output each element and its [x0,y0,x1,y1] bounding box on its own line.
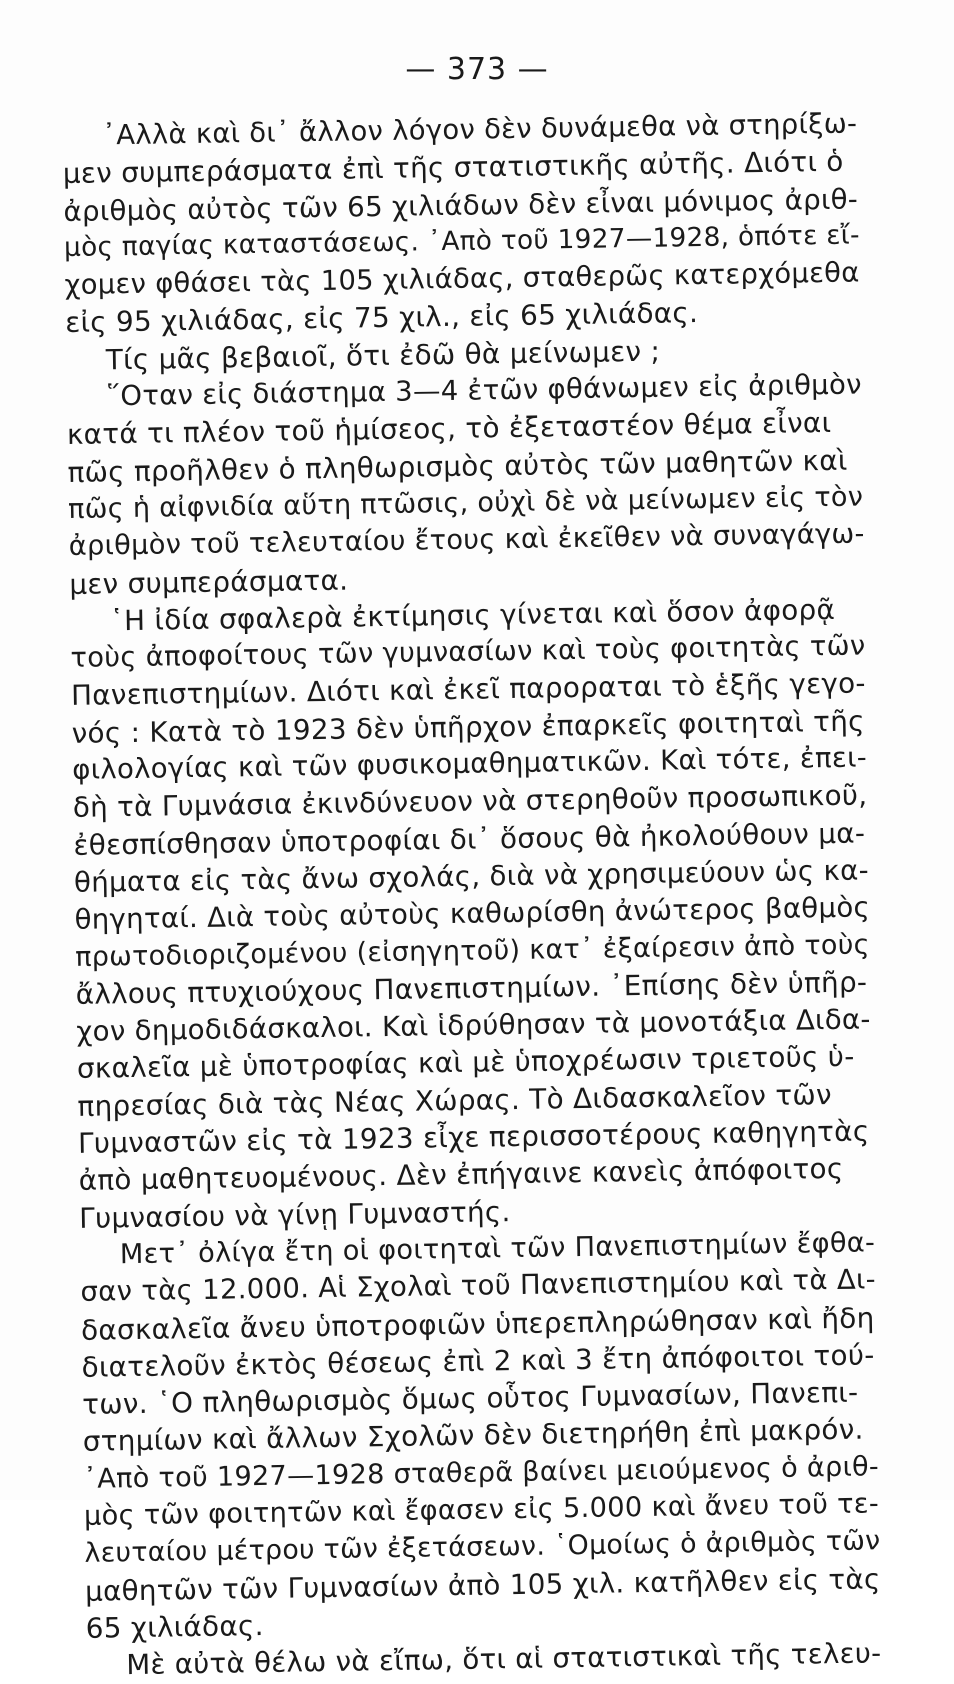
text-line: ᾿Αλλὰ καὶ δι᾿ ἄλλον λόγον δὲν δυνάμεθα νὰ στηρίξω- [102,108,858,152]
text-line: χομεν φθάσει τὰς 105 χιλιάδας, σταθερῶς κατερχόμεθα [64,257,860,302]
text-line: μεν συμπεράσματα. [69,563,349,601]
text-line: πῶς προῆλθεν ὁ πληθωρισμὸς αὐτὸς τῶν μαθητῶν καὶ [67,443,848,489]
text-line: Τίς μᾶς βεβαιοῖ, ὅτι ἐδῶ θὰ μείνωμεν ; [105,334,661,377]
text-line: ἀπὸ μαθητευομένους. Δὲν ἐπήγαινε κανεὶς ἀπόφοιτος [78,1152,844,1198]
text-line: σαν τὰς 12.000. Αἱ Σχολαὶ τοῦ Πανεπιστημίου καὶ τὰ Δι- [80,1263,877,1309]
text-line: νός : Κατὰ τὸ 1923 δὲν ὑπῆρχον ἐπαρκεῖς φοιτηταὶ τῆς [71,704,866,750]
text-line: εἰς 95 χιλιάδας, εἰς 75 χιλ., εἰς 65 χιλιάδας. [64,296,699,340]
text-line: στημίων καὶ ἄλλων Σχολῶν δὲν διετηρήθη ἐπὶ μακρόν. [82,1412,864,1459]
text-line: θηγηταί. Διὰ τοὺς αὐτοὺς καθωρίσθη ἀνώτερος βαθμὸς [74,890,871,937]
text-line: φιλολογίας καὶ τῶν φυσικομαθηματικῶν. Καὶ τότε, ἐπει- [71,741,868,786]
text-line: 65 χιλιάδας. [85,1608,264,1645]
text-line: Μὲ αὐτὰ θέλω νὰ εἴπω, ὅτι αἱ στατιστικαὶ τῆς τελευ- [126,1636,882,1682]
text-line: πρωτοδιοριζομένου (εἰσηγητοῦ) κατ᾿ ἐξαίρεσιν ἀπὸ τοὺς [74,928,871,973]
text-line: Γυμναστῶν εἰς τὰ 1923 εἶχε περισσοτέρους καθηγητὰς [77,1114,870,1160]
text-line: ἀριθμὸς αὐτὸς τῶν 65 χιλιάδων δὲν εἶναι μόνιμος ἀριθ- [63,182,859,228]
text-line: ῾Η ἰδία σφαλερὰ ἐκτίμησις γίνεται καὶ ὅσον ἀφορᾷ [109,592,836,638]
text-line: Γυμνασίου νὰ γίνῃ Γυμναστής. [79,1194,511,1235]
text-line: μεν συμπεράσματα ἐπὶ τῆς στατιστικῆς αὐτῆς. Διότι ὁ [62,145,844,191]
text-line: ᾿Απὸ τοῦ 1927—1928 σταθερᾶ βαίνει μειούμενος ὁ ἀριθ- [83,1451,880,1495]
text-line: ἀριθμὸν τοῦ τελευταίου ἔτους καὶ ἐκεῖθεν νὰ συναγάγω- [68,518,865,563]
page-number: — 373 — [405,52,549,87]
text-line: δασκαλεῖα ἄνευ ὑποτροφιῶν ὑπερεπληρώθησαν καὶ ἤδη [80,1300,875,1347]
text-line: κατά τι πλέον τοῦ ἡμίσεος, τὸ ἐξεταστέον θέμα εἶναι [66,406,832,452]
text-line: δὴ τὰ Γυμνάσια ἐκινδύνευον νὰ στερηθοῦν προσωπικοῦ, [72,778,868,825]
text-line: Μετ᾿ ὀλίγα ἔτη οἱ φοιτηταὶ τῶν Πανεπιστημίων ἔφθα- [119,1227,876,1271]
text-line: ἐθεσπίσθησαν ὑποτροφίαι δι᾿ ὅσους θὰ ἠκολούθουν μα- [73,816,866,862]
text-line: πῶς ἡ αἰφνιδία αὕτη πτῶσις, οὐχὶ δὲ νὰ μείνωμεν εἰς τὸν [67,481,864,525]
text-line: μὸς τῶν φοιτητῶν καὶ ἔφασεν εἰς 5.000 καὶ ἄνευ τοῦ τε- [83,1488,880,1532]
text-line: πηρεσίας διὰ τὰς Νέας Χώρας. Τὸ Διδασκαλεῖον τῶν [77,1077,833,1123]
text-line: μὸς παγίας καταστάσεως. ᾿Απὸ τοῦ 1927—1928, ὁπότε εἴ- [63,220,861,263]
text-line: μαθητῶν τῶν Γυμνασίων ἀπὸ 105 χιλ. κατῆλθεν εἰς τὰς [84,1561,881,1608]
text-line: λευταίου μέτρου τῶν ἐξετάσεων. ῾Ομοίως ὁ ἀριθμὸς τῶν [84,1525,881,1570]
body-text [62,105,887,1684]
text-line: σκαλεῖα μὲ ὑποτροφίας καὶ μὲ ὑποχρέωσιν τριετοῦς ὑ- [76,1040,855,1086]
text-line: των. ῾Ο πληθωρισμὸς ὅμως οὗτος Γυμνασίων, Πανεπι- [81,1375,859,1421]
text-line: χον δημοδιδάσκαλοι. Καὶ ἱδρύθησαν τὰ μονοτάξια Διδα- [76,1002,871,1049]
text-line: διατελοῦν ἐκτὸς θέσεως ἐπὶ 2 καὶ 3 ἔτη ἀπόφοιτοι τού- [81,1338,875,1384]
text-line: τοὺς ἀποφοίτους τῶν γυμνασίων καὶ τοὺς φοιτητὰς τῶν [70,630,866,675]
text-line: ἄλλους πτυχιούχους Πανεπιστημίων. ᾿Επίσης δὲν ὑπῆρ- [75,965,868,1011]
text-line: ῞Οταν εἰς διάστημα 3—4 ἐτῶν φθάνωμεν εἰς ἀριθμὸν [106,368,862,413]
text-line: Πανεπιστημίων. Διότι καὶ ἐκεῖ παροραται τὸ ἑξῆς γεγο- [70,666,867,713]
text-line: θήματα εἰς τὰς ἄνω σχολάς, διὰ νὰ χρησιμεύουν ὡς κα- [73,853,870,899]
